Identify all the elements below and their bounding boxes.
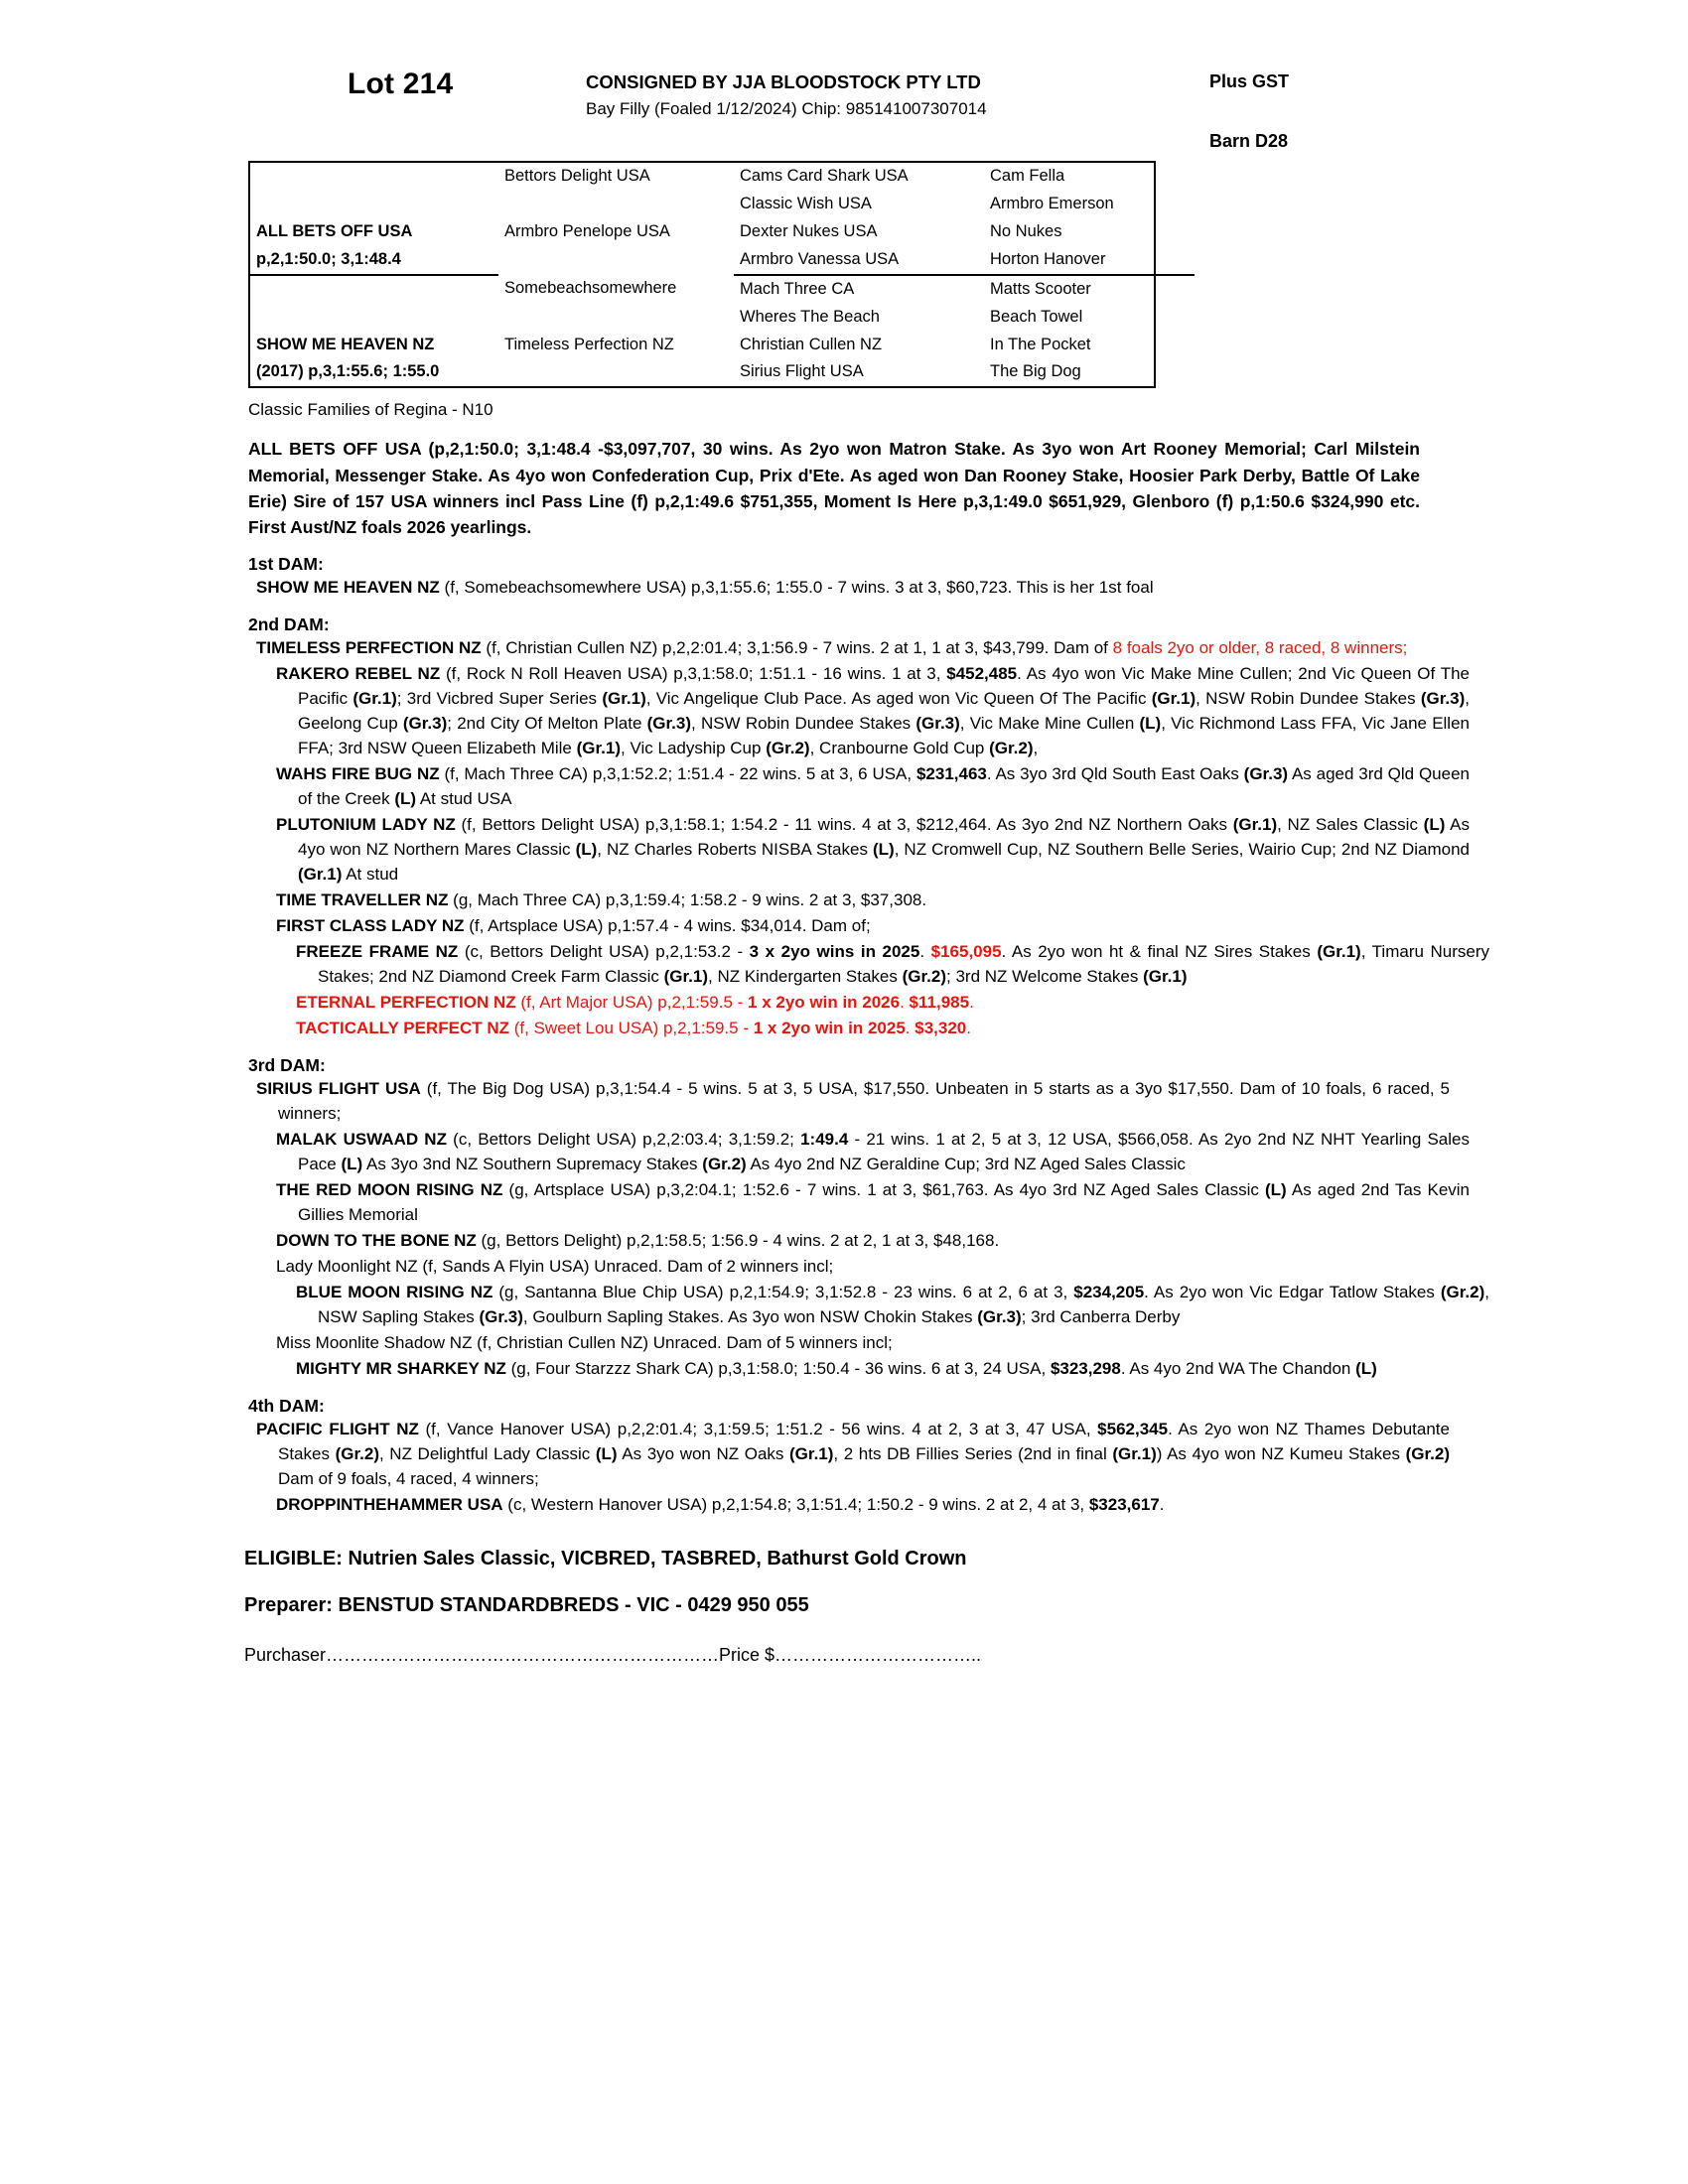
pedigree-entry: MALAK USWAAD NZ (c, Bettors Delight USA) p,2,2:03.4; 3,1:59.2; 1:49.4 - 21 wins. 1 at 2, 5 at 3, 12 USA, $566,058. As 2yo 2nd NZ NHT Yearling Sales Pace (L) As 3yo 3nd NZ Southern Supremacy Stakes (Gr.2) As 4yo 2nd NZ Geraldine Cup; 3rd NZ Aged Sales Classic [276, 1130, 1470, 1174]
dam-section-heading: 4th DAM: [248, 1395, 325, 1416]
pedigree-entry: SIRIUS FLIGHT USA (f, The Big Dog USA) p,3,1:54.4 - 5 wins. 5 at 3, 5 USA, $17,550. Unbeaten in 5 starts as a 3yo $17,550. Dam of 10 foals, 6 raced, 5 winners; [256, 1079, 1450, 1124]
consignor-line: CONSIGNED BY JJA BLOODSTOCK PTY LTD [586, 71, 981, 92]
eligibility-line: ELIGIBLE: Nutrien Sales Classic, VICBRED, TASBRED, Bathurst Gold Crown [244, 1547, 967, 1570]
pedigree-table [250, 163, 1195, 386]
pedigree-entry: Lady Moonlight NZ (f, Sands A Flyin USA) Unraced. Dam of 2 winners incl; [276, 1257, 834, 1276]
dam-dam-gdam-cell: The Big Dog [990, 362, 1081, 381]
dam-dam-gsire-cell: In The Pocket [990, 335, 1091, 353]
lot-number: Lot 214 [348, 68, 454, 100]
sire-name: ALL BETS OFF USA [256, 221, 413, 240]
pedigree-entry: ETERNAL PERFECTION NZ (f, Art Major USA) p,2,1:59.5 - 1 x 2yo win in 2026. $11,985. [296, 993, 974, 1013]
pedigree-entry: THE RED MOON RISING NZ (g, Artsplace USA) p,3,2:04.1; 1:52.6 - 7 wins. 1 at 3, $61,763. As 4yo 3rd NZ Aged Sales Classic (L) As aged 2nd Tas Kevin Gillies Memorial [276, 1180, 1471, 1225]
sire-record: p,2,1:50.0; 3,1:48.4 [250, 246, 498, 275]
dam-record: (2017) p,3,1:55.6; 1:55.0 [256, 362, 440, 381]
dam-dam-dam-cell: Sirius Flight USA [740, 362, 864, 381]
pedigree-entry: FREEZE FRAME NZ (c, Bettors Delight USA) p,2,1:53.2 - 3 x 2yo wins in 2025. $165,095. As 2yo won ht & final NZ Sires Stakes (Gr.1), Timaru Nursery Stakes; 2nd NZ Diamond Creek Farm Classic (Gr.1), NZ Kindergarten Stakes (Gr.2); 3rd NZ Welcome Stakes (Gr.1) [296, 942, 1490, 987]
pedigree-entry: BLUE MOON RISING NZ (g, Santanna Blue Chip USA) p,2,1:54.9; 3,1:52.8 - 23 wins. 6 at 2, 6 at 3, $234,205. As 2yo won Vic Edgar Tatlow Stakes (Gr.2), NSW Sapling Stakes (Gr.3), Goulburn Sapling Stakes. As 3yo won NSW Chokin Stakes (Gr.3); 3rd Canberra Derby [296, 1282, 1490, 1326]
pedigree-entry: RAKERO REBEL NZ (f, Rock N Roll Heaven USA) p,3,1:58.0; 1:51.1 - 16 wins. 1 at 3, $452,485. As 4yo won Vic Make Mine Cullen; 2nd Vic Queen Of The Pacific (Gr.1); 3rd Vicbred Super Series (Gr.1), Vic Angelique Club Pace. As aged won Vic Queen Of The Pacific (Gr.1), NSW Robin Dundee Stakes (Gr.3), Geelong Cup (Gr.3); 2nd City Of Melton Plate (Gr.3), NSW Robin Dundee Stakes (Gr.3), Vic Make Mine Cullen (L), Vic Richmond Lass FFA, Vic Jane Ellen FFA; 3rd NSW Queen Elizabeth Mile (Gr.1), Vic Ladyship Cup (Gr.2), Cranbourne Gold Cup (Gr.2), [276, 664, 1471, 758]
gst-note: Plus GST [1209, 71, 1290, 91]
sire-gsire-cell: Cams Card Shark USA [740, 167, 909, 185]
sire-dam-gsire-cell: No Nukes [990, 221, 1062, 240]
pedigree-entry: PACIFIC FLIGHT NZ (f, Vance Hanover USA) p,2,2:01.4; 3,1:59.5; 1:51.2 - 56 wins. 4 at 2, 3 at 3, 47 USA, $562,345. As 2yo won NZ Thames Debutante Stakes (Gr.2), NZ Delightful Lady Classic (L) As 3yo won NZ Oaks (Gr.1), 2 hts DB Fillies Series (2nd in final (Gr.1)) As 4yo won NZ Kumeu Stakes (Gr.2) Dam of 9 foals, 4 raced, 4 winners; [256, 1419, 1450, 1488]
barn-number: Barn D28 [1209, 131, 1289, 151]
classic-families-line: Classic Families of Regina - N10 [248, 400, 493, 420]
sire-dam-dam-cell: Armbro Vanessa USA [734, 246, 984, 275]
pedigree-row [250, 163, 1195, 191]
dam-gsire-cell: Mach Three CA [740, 279, 855, 298]
pedigree-row [250, 275, 1195, 304]
sire-ggsire-cell: Cam Fella [990, 167, 1065, 185]
dam-ggdam-cell: Beach Towel [990, 307, 1083, 326]
pedigree-entry: TIMELESS PERFECTION NZ (f, Christian Cullen NZ) p,2,2:01.4; 3,1:56.9 - 7 wins. 2 at 1, 1 at 3, $43,799. Dam of 8 foals 2yo or older, 8 raced, 8 winners; [256, 638, 1408, 658]
pedigree-sections [119, 554, 1569, 1517]
dam-name: SHOW ME HEAVEN NZ [256, 335, 435, 353]
pedigree-entry: FIRST CLASS LADY NZ (f, Artsplace USA) p,1:57.4 - 4 wins. $34,014. Dam of; [276, 916, 871, 936]
preparer-line: Preparer: BENSTUD STANDARDBREDS - VIC - 0429 950 055 [244, 1593, 809, 1616]
dam-dam-sire-cell: Christian Cullen NZ [740, 335, 883, 353]
dam-gdam-cell: Wheres The Beach [740, 307, 880, 326]
dam-section-heading: 1st DAM: [248, 554, 324, 575]
page-header [119, 40, 1569, 151]
purchaser-line: Purchaser…………………………………………………………Price $…………………………….. [244, 1644, 982, 1665]
sire-description: ALL BETS OFF USA (p,2,1:50.0; 3,1:48.4 -$3,097,707, 30 wins. As 2yo won Matron Stake. As 3yo won Art Rooney Memorial; Carl Milstein Memorial, Messenger Stake. As 4yo won Confederation Cup, Prix d'Ete. As aged won Dan Rooney Stake, Hoosier Park Derby, Battle Of Lake Erie) Sire of 157 USA winners incl Pass Line (f) p,2,1:49.6 $751,355, Moment Is Here p,3,1:49.0 $651,929, Glenboro (f) p,1:50.6 $324,990 etc. First Aust/NZ foals 2026 yearlings. [248, 439, 1420, 538]
dam-dam-cell: Timeless Perfection NZ [504, 335, 674, 353]
horse-description: Bay Filly (Foaled 1/12/2024) Chip: 985141007307014 [586, 99, 987, 118]
dam-cell [250, 275, 498, 332]
dam-section-heading: 2nd DAM: [248, 614, 330, 635]
pedigree-entry: MIGHTY MR SHARKEY NZ (g, Four Starzzz Shark CA) p,3,1:58.0; 1:50.4 - 36 wins. 6 at 3, 24 USA, $323,298. As 4yo 2nd WA The Chandon (L) [296, 1358, 1377, 1378]
dam-ggsire-cell: Matts Scooter [990, 279, 1091, 298]
sire-dam-cell: Armbro Penelope USA [504, 221, 670, 240]
pedigree-entry: DROPPINTHEHAMMER USA (c, Western Hanover USA) p,2,1:54.8; 3,1:51.4; 1:50.2 - 9 wins. 2 at 2, 4 at 3, $323,617. [276, 1494, 1165, 1514]
sire-dam-sire-cell: Dexter Nukes USA [740, 221, 878, 240]
pedigree-entry: Miss Moonlite Shadow NZ (f, Christian Cullen NZ) Unraced. Dam of 5 winners incl; [276, 1332, 893, 1352]
pedigree-entry: PLUTONIUM LADY NZ (f, Bettors Delight USA) p,3,1:58.1; 1:54.2 - 11 wins. 4 at 3, $212,464. As 3yo 2nd NZ Northern Oaks (Gr.1), NZ Sales Classic (L) As 4yo won NZ Northern Mares Classic (L), NZ Charles Roberts NISBA Stakes (L), NZ Cromwell Cup, NZ Southern Belle Series, Wairio Cup; 2nd NZ Diamond (Gr.1) At stud [276, 815, 1471, 885]
sire-gdam-cell: Classic Wish USA [740, 194, 872, 212]
sire-dam-gdam-cell: Horton Hanover [984, 246, 1195, 275]
dam-section-heading: 3rd DAM: [248, 1055, 326, 1076]
pedigree-entry: WAHS FIRE BUG NZ (f, Mach Three CA) p,3,1:52.2; 1:51.4 - 22 wins. 5 at 3, 6 USA, $231,463. As 3yo 3rd Qld South East Oaks (Gr.3) As aged 3rd Qld Queen of the Creek (L) At stud USA [276, 764, 1470, 809]
pedigree-entry: SHOW ME HEAVEN NZ (f, Somebeachsomewhere USA) p,3,1:55.6; 1:55.0 - 7 wins. 3 at 3, $60,723. This is her 1st foal [256, 578, 1154, 598]
sire-cell [250, 163, 498, 218]
sire-sire-cell: Bettors Delight USA [504, 167, 650, 185]
pedigree-row [250, 218, 1195, 246]
pedigree-entry: TIME TRAVELLER NZ (g, Mach Three CA) p,3,1:59.4; 1:58.2 - 9 wins. 2 at 3, $37,308. [276, 890, 927, 910]
pedigree-row [250, 332, 1195, 359]
dam-sire-cell: Somebeachsomewhere [504, 278, 677, 297]
sire-ggdam-cell: Armbro Emerson [990, 194, 1114, 212]
pedigree-table-wrapper [248, 161, 1156, 388]
pedigree-entry: DOWN TO THE BONE NZ (g, Bettors Delight) p,2,1:58.5; 1:56.9 - 4 wins. 2 at 2, 1 at 3, $48,168. [276, 1231, 1000, 1251]
pedigree-entry: TACTICALLY PERFECT NZ (f, Sweet Lou USA) p,2,1:59.5 - 1 x 2yo win in 2025. $3,320. [296, 1019, 971, 1038]
